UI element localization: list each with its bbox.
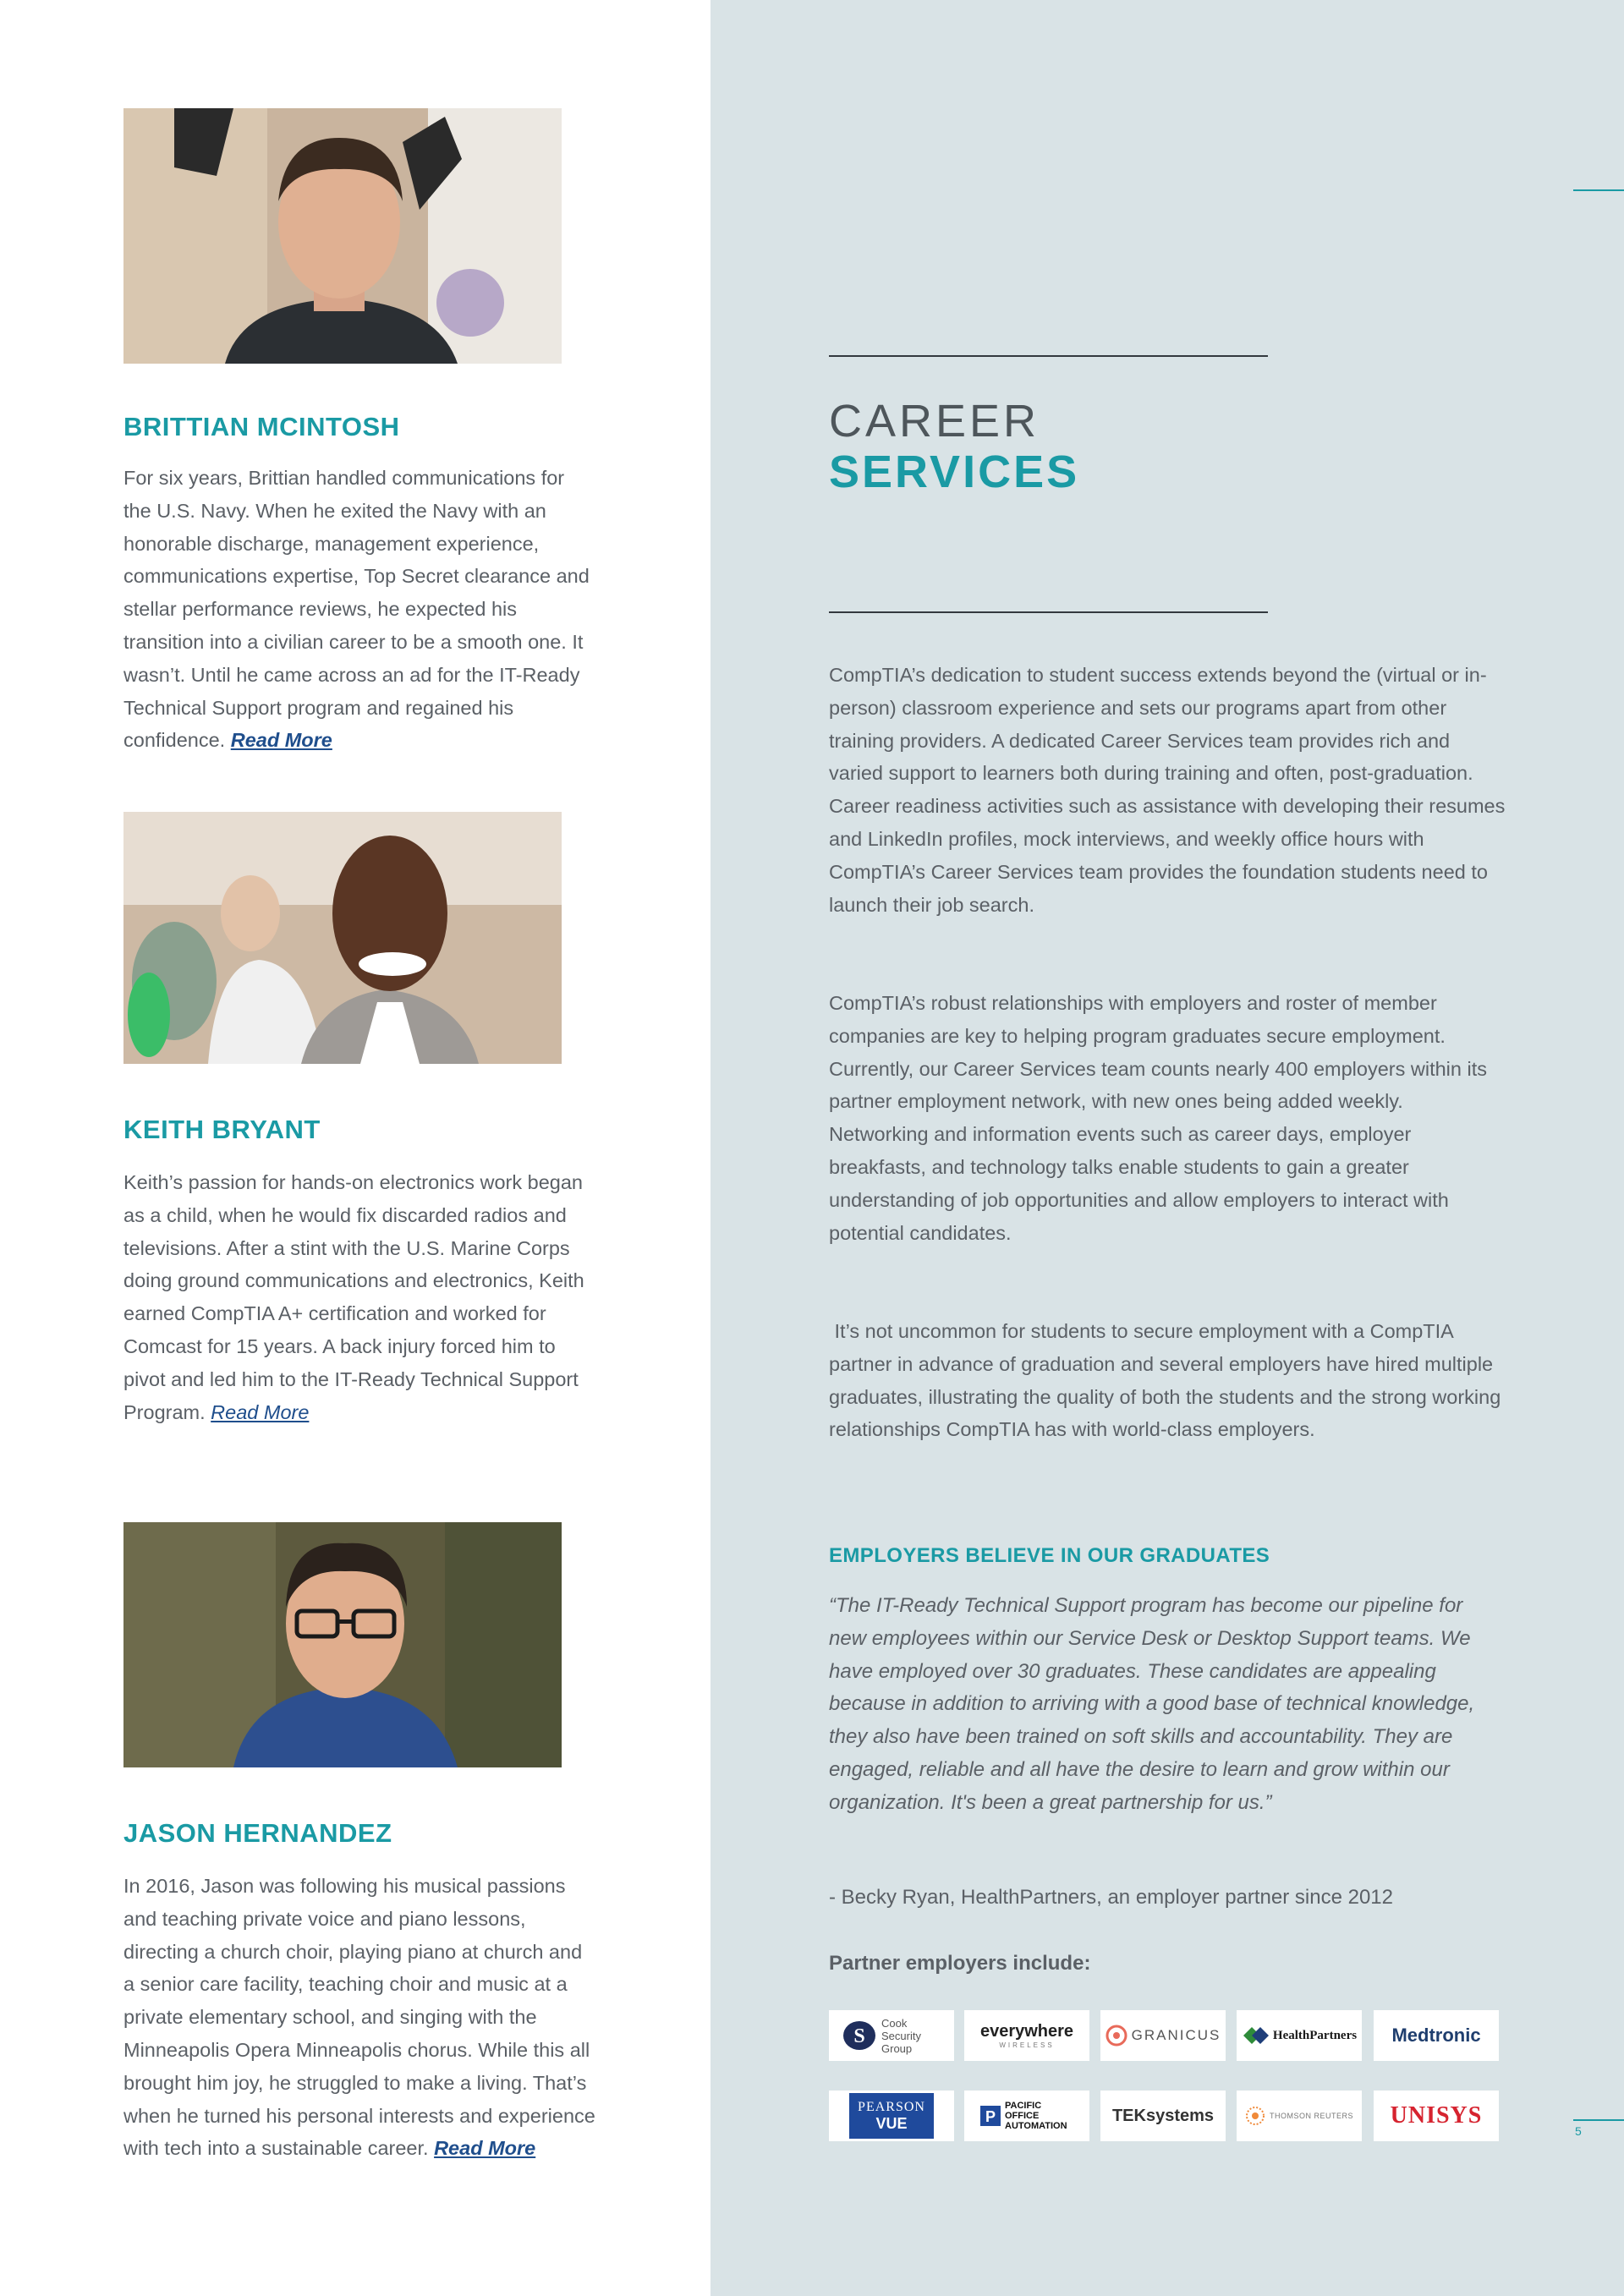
granicus-label: GRANICUS: [1131, 2027, 1221, 2043]
partners-heading: Partner employers include:: [829, 1952, 1091, 1975]
bio-text: In 2016, Jason was following his musical passions and teaching private voice and piano lessons, directing a church choir, playing piano at church and a senior care facility, teaching choir and music at a private elementary school, and singing with the Minneapolis Opera Minneapolis chorus. While this all brought him joy, he struggled to make a living. That’s when he turned his personal interests and experience with tech into a sustainable career.: [123, 1875, 595, 2160]
thomson-reuters-icon: [1245, 2106, 1265, 2126]
healthpartners-label: HealthPartners: [1272, 2028, 1358, 2042]
title-services: SERVICES: [829, 447, 1080, 497]
bio-text: Keith’s passion for hands-on electronics work began as a child, when he would fix discarded radios and televisions. After a stint with the U.S. Marine Corps doing ground communications and electronics, Keith earned CompTIA A+ certification and worked for Comcast for 15 years. A back injury forced him to pivot and led him to the IT-Ready Technical Support Program.: [123, 1171, 584, 1423]
read-more-link-jason[interactable]: Read More: [434, 2137, 536, 2160]
read-more-link-keith[interactable]: Read More: [211, 1400, 310, 1423]
teksystems-label: TEKsystems: [1111, 2106, 1215, 2125]
logo-healthpartners: [1237, 2010, 1362, 2061]
svg-text:S: S: [853, 2025, 865, 2047]
keith-photo: [123, 812, 562, 1064]
read-more-link-brittian[interactable]: Read More: [230, 729, 332, 752]
medtronic-label: Medtronic: [1391, 2025, 1481, 2046]
unisys-label: UNISYS: [1390, 2102, 1483, 2129]
pacific-office-icon: [979, 2105, 1001, 2127]
decorative-line-top: [1573, 189, 1624, 191]
cook-security-icon: [842, 2019, 876, 2052]
logo-unisys: [1374, 2091, 1499, 2141]
pearson-label: PEARSON: [858, 2099, 925, 2114]
pacific-office-label: PACIFIC OFFICE AUTOMATION: [1005, 2101, 1067, 2131]
career-paragraph-2: CompTIA’s robust relationships with employers and roster of member companies are key to helping program graduates secure employment. Currently, our Career Services team counts nearly 400 employers within its partner employment network, with new ones being added weekly. Networking and information events such as career days, employer breakfasts, and technology talks enable students to gain a greater understanding of job opportunities and allow employers to interact with potential candidates.: [829, 992, 1487, 1244]
brittian-photo: [123, 108, 562, 364]
profile-name-brittian: BRITTIAN MCINTOSH: [123, 412, 400, 441]
logo-cook-security: [829, 2010, 954, 2061]
title-career: CAREER: [829, 396, 1040, 447]
title-rule-bottom: [829, 611, 1268, 613]
profile-bio-jason: [123, 1870, 597, 2165]
logo-granicus: [1100, 2010, 1226, 2061]
logo-pearson-vue: [829, 2091, 954, 2141]
employer-quote: “The IT-Ready Technical Support program has become our pipeline for new employees within our Service Desk or Desktop Support teams. We have employed over 30 graduates. These candidates are appealing because in addition to arriving with a good base of technical knowledge, they also have been trained on soft skills and accountability. They are engaged, reliable and all have the desire to learn and grow within our organization. It's been a great partnership for us.”: [829, 1594, 1475, 1814]
profile-bio-keith: [123, 1166, 597, 1428]
profile-name-jason: JASON HERNANDEZ: [123, 1818, 392, 1848]
employers-heading: EMPLOYERS BELIEVE IN OUR GRADUATES: [829, 1544, 1270, 1567]
profile-bio-brittian: [123, 462, 597, 757]
everywhere-sub: WIRELESS: [999, 2041, 1055, 2049]
logo-pacific-office: [964, 2091, 1089, 2141]
svg-text:P: P: [985, 2108, 996, 2125]
career-paragraph-3: It’s not uncommon for students to secure employment with a CompTIA partner in advance of graduation and several employers have hired multiple graduates, illustrating the quality of both the students and the strong working relationships CompTIA has with world-class employers.: [829, 1320, 1506, 1441]
profile-name-keith: KEITH BRYANT: [123, 1115, 321, 1144]
logo-everywhere: [964, 2010, 1089, 2061]
career-paragraph-1: CompTIA’s dedication to student success extends beyond the (virtual or in-person) classroom experience and sets our programs apart from other training providers. A dedicated Career Services team provides rich and varied support to learners both during training and often, post-graduation. Career readiness activities such as assistance with developing their resumes and LinkedIn profiles, mock interviews, and weekly office hours with CompTIA’s Career Services team provides the foundation students need to launch their job search.: [829, 664, 1506, 916]
everywhere-label: everywhere: [979, 2022, 1074, 2041]
page-number: 5: [1575, 2124, 1582, 2138]
cook-security-label: Cook Security Group: [881, 2016, 921, 2055]
title-rule-top: [829, 355, 1268, 357]
vue-label: VUE: [875, 2114, 908, 2132]
thomson-reuters-label: THOMSON REUTERS: [1269, 2112, 1353, 2120]
logo-teksystems: [1100, 2091, 1226, 2141]
pearson-badge: [849, 2093, 934, 2139]
decorative-line-bottom: [1573, 2119, 1624, 2121]
logo-thomson-reuters: [1237, 2091, 1362, 2141]
logo-medtronic: [1374, 2010, 1499, 2061]
bio-text: For six years, Brittian handled communications for the U.S. Navy. When he exited the Navy with an honorable discharge, management experience, communications expertise, Top Secret clearance and stellar performance reviews, he expected his transition into a civilian career to be a smooth one. It wasn’t. Until he came across an ad for the IT-Ready Technical Support program and regained his confidence.: [123, 467, 590, 752]
jason-photo: [123, 1522, 562, 1767]
quote-attribution: - Becky Ryan, HealthPartners, an employer partner since 2012: [829, 1886, 1393, 1909]
page-title: [829, 396, 1079, 497]
healthpartners-icon: [1242, 2025, 1270, 2047]
granicus-icon: [1106, 2025, 1127, 2047]
